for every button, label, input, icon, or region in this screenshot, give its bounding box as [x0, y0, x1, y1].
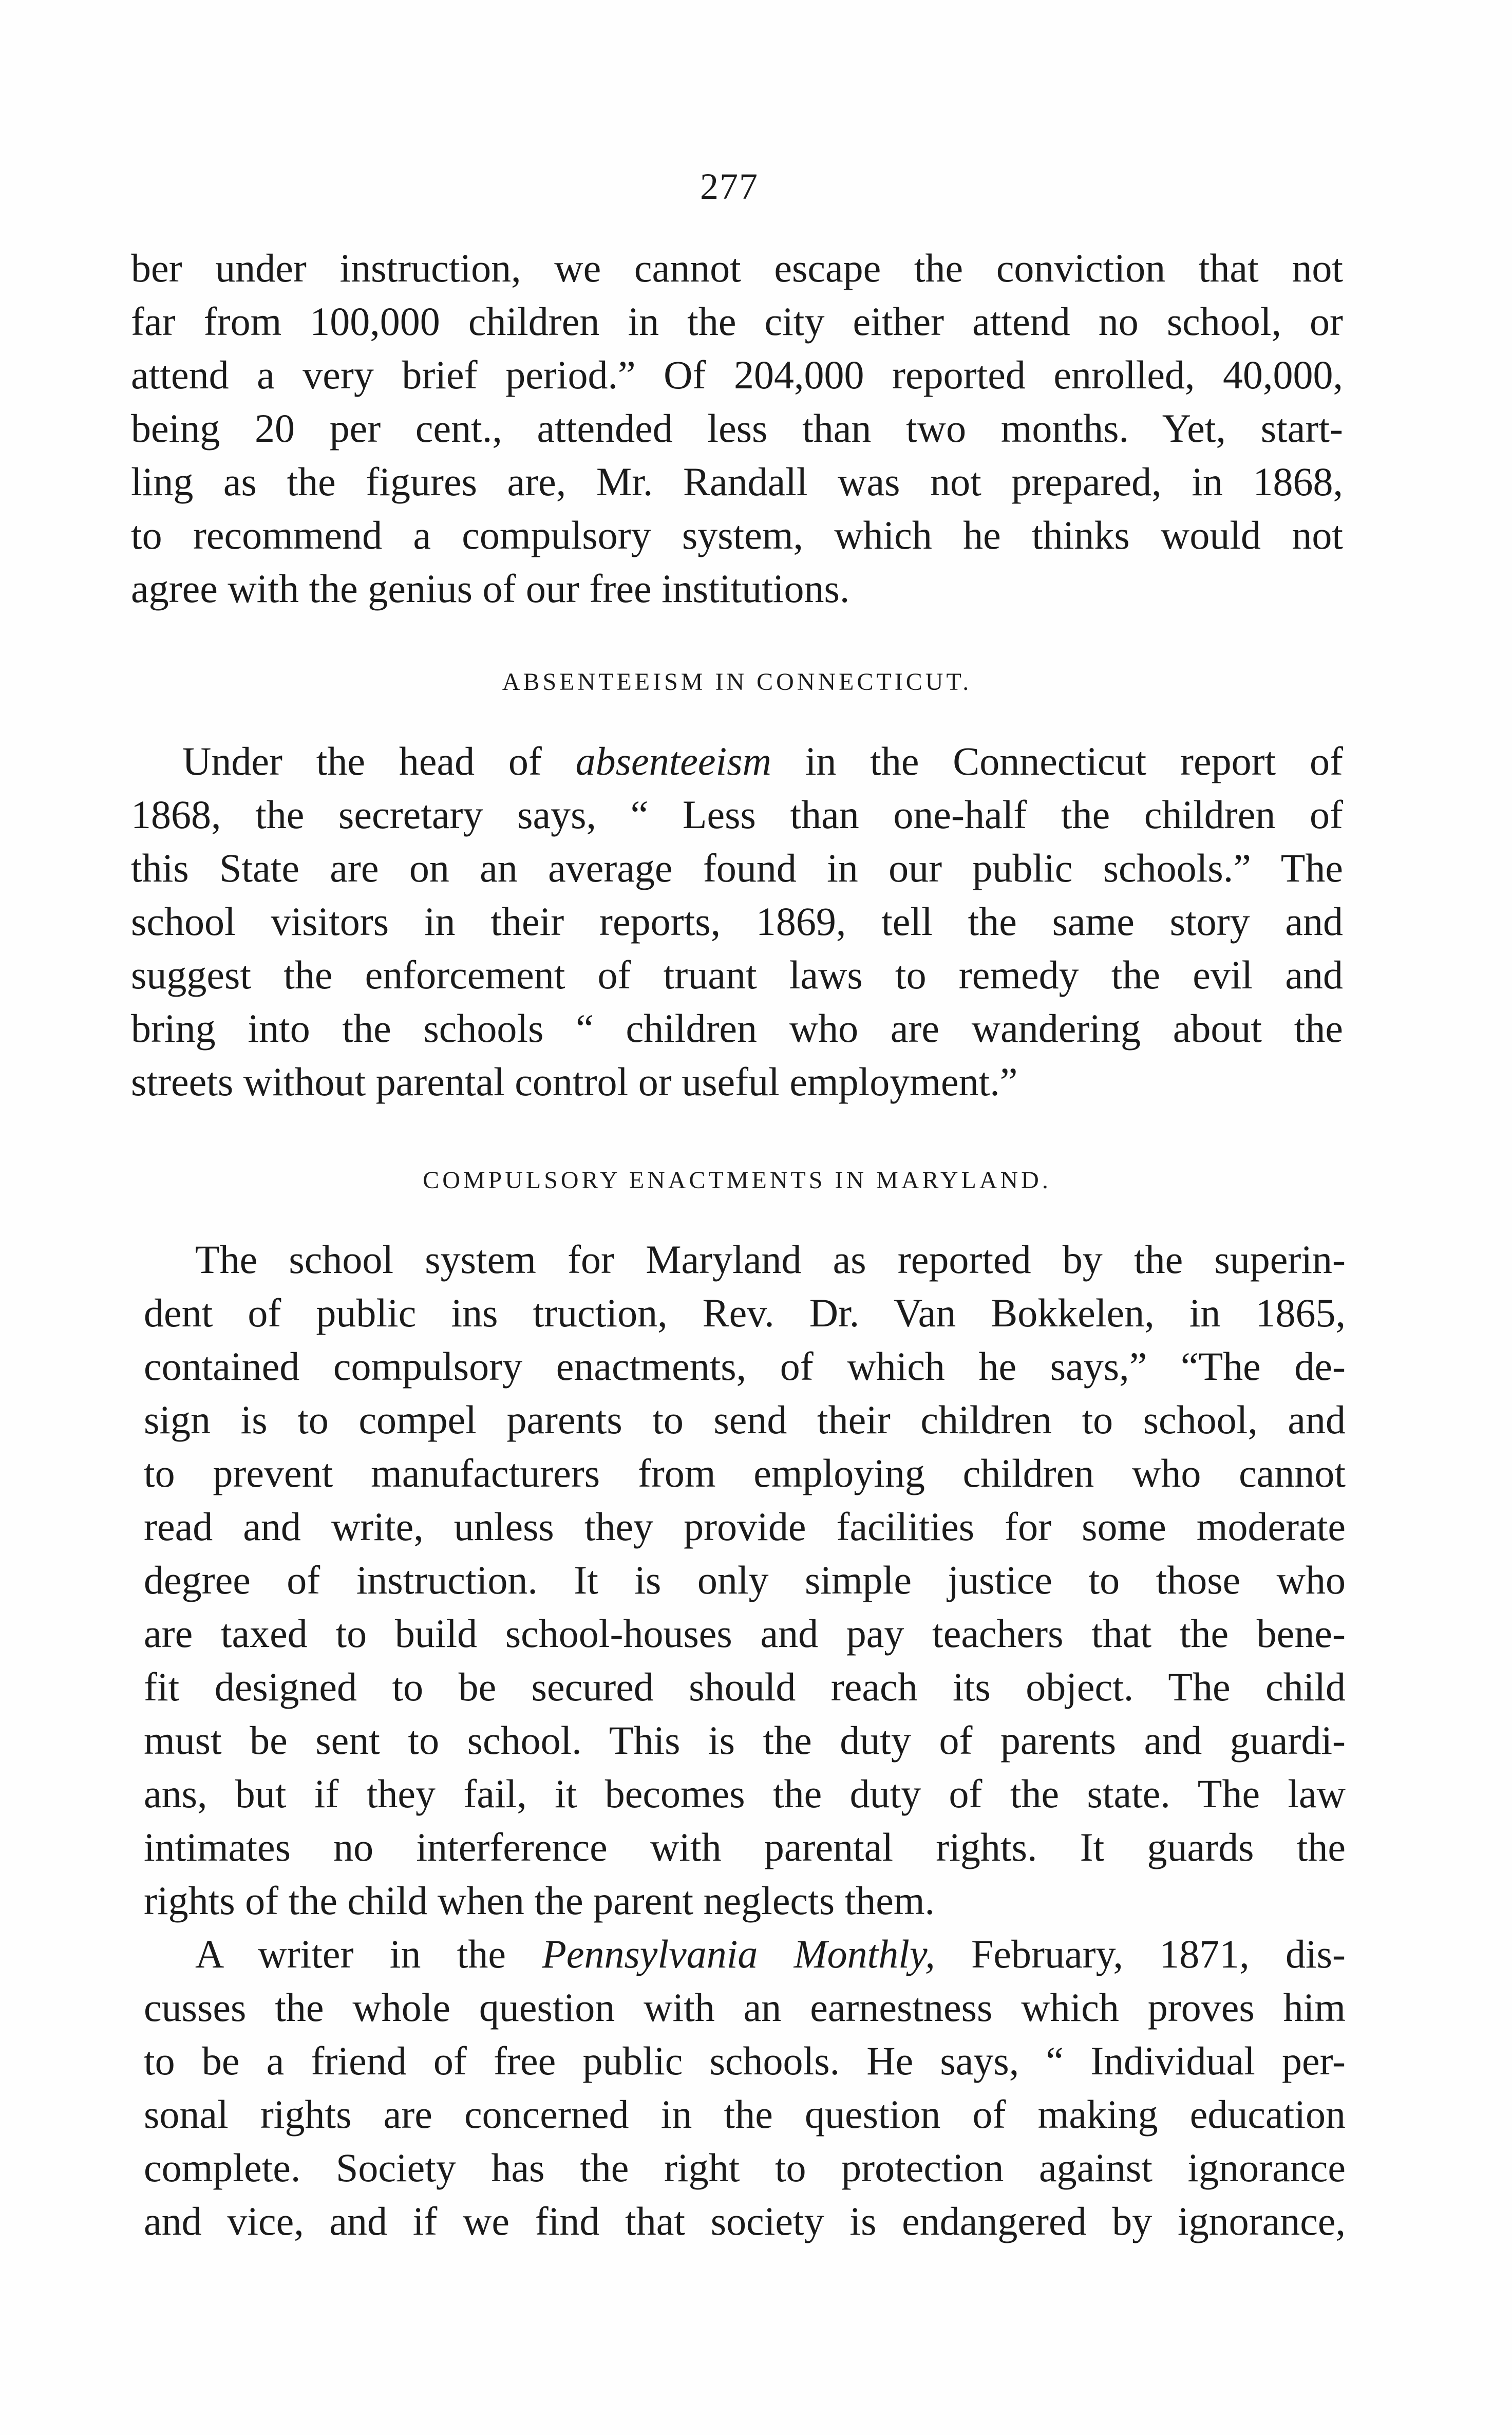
- text-line: this State are on an average found in our public schools.” The: [131, 846, 1343, 890]
- text-run: February, 1871, dis-: [935, 1932, 1346, 1976]
- text-line: far from 100,000 children in the city either attend no school, or: [131, 299, 1343, 344]
- text-line: [131, 735, 1343, 788]
- text-run: Under the head of: [182, 739, 576, 783]
- text-line: must be sent to school. This is the duty of parents and guardi-: [144, 1718, 1346, 1763]
- text-line: sign is to compel parents to send their children to school, and: [144, 1397, 1346, 1442]
- text-run: A writer in the: [195, 1932, 542, 1976]
- text-line: ber under instruction, we cannot escape the conviction that not: [131, 246, 1343, 290]
- italic-term: absenteeism: [575, 739, 771, 783]
- text-line: attend a very brief period.” Of 204,000 reported enrolled, 40,000,: [131, 352, 1343, 397]
- text-line: ling as the figures are, Mr. Randall was not prepared, in 1868,: [131, 459, 1343, 504]
- text-line: streets without parental control or useful employment.”: [131, 1059, 1018, 1104]
- text-line: to be a friend of free public schools. He says, “ Individual per-: [144, 2038, 1346, 2083]
- text-line: degree of instruction. It is only simple justice to those who: [144, 1558, 1346, 1602]
- italic-title: Pennsylvania Monthly,: [542, 1932, 935, 1976]
- text-line: bring into the schools “ children who are wandering about the: [131, 1006, 1343, 1051]
- text-line: read and write, unless they provide facilities for some moderate: [144, 1504, 1346, 1549]
- text-line: being 20 per cent., attended less than two months. Yet, start-: [131, 406, 1343, 451]
- text-line: intimates no interference with parental rights. It guards the: [144, 1825, 1346, 1869]
- text-line: fit designed to be secured should reach its object. The child: [144, 1664, 1346, 1709]
- text-line: and vice, and if we find that society is endangered by ignorance,: [144, 2199, 1346, 2243]
- text-line: dent of public ins truction, Rev. Dr. Van Bokkelen, in 1865,: [144, 1290, 1346, 1335]
- text-line: complete. Society has the right to protection against ignorance: [144, 2145, 1346, 2190]
- text-line: 1868, the secretary says, “ Less than one-half the children of: [131, 792, 1343, 837]
- text-line: sonal rights are concerned in the question of making education: [144, 2092, 1346, 2137]
- text-line: are taxed to build school-houses and pay teachers that the bene-: [144, 1611, 1346, 1656]
- paragraph-randall: [131, 241, 1343, 615]
- text-line: cusses the whole question with an earnestness which proves him: [144, 1985, 1346, 2030]
- text-line: contained compulsory enactments, of which he says,” “The de-: [144, 1344, 1346, 1389]
- paragraph-maryland: [144, 1233, 1346, 2248]
- text-line: school visitors in their reports, 1869, tell the same story and: [131, 899, 1343, 944]
- text-line: suggest the enforcement of truant laws to remedy the evil and: [131, 952, 1343, 997]
- text-line: [144, 1927, 1346, 1981]
- page-number: 277: [700, 166, 759, 207]
- text-run: in the Connecticut report of: [771, 739, 1344, 783]
- text-line: rights of the child when the parent neglects them.: [144, 1878, 935, 1923]
- section-heading-maryland: COMPULSORY ENACTMENTS IN MARYLAND.: [423, 1167, 1051, 1194]
- text-line: to prevent manufacturers from employing children who cannot: [144, 1451, 1346, 1495]
- section-heading-connecticut: ABSENTEEISM IN CONNECTICUT.: [502, 668, 972, 696]
- text-line: agree with the genius of our free institutions.: [131, 566, 850, 611]
- text-line: to recommend a compulsory system, which he thinks would not: [131, 513, 1343, 557]
- paragraph-connecticut: [131, 735, 1343, 1109]
- text-line: The school system for Maryland as reported by the superin-: [195, 1237, 1346, 1282]
- text-line: ans, but if they fail, it becomes the duty of the state. The law: [144, 1771, 1346, 1816]
